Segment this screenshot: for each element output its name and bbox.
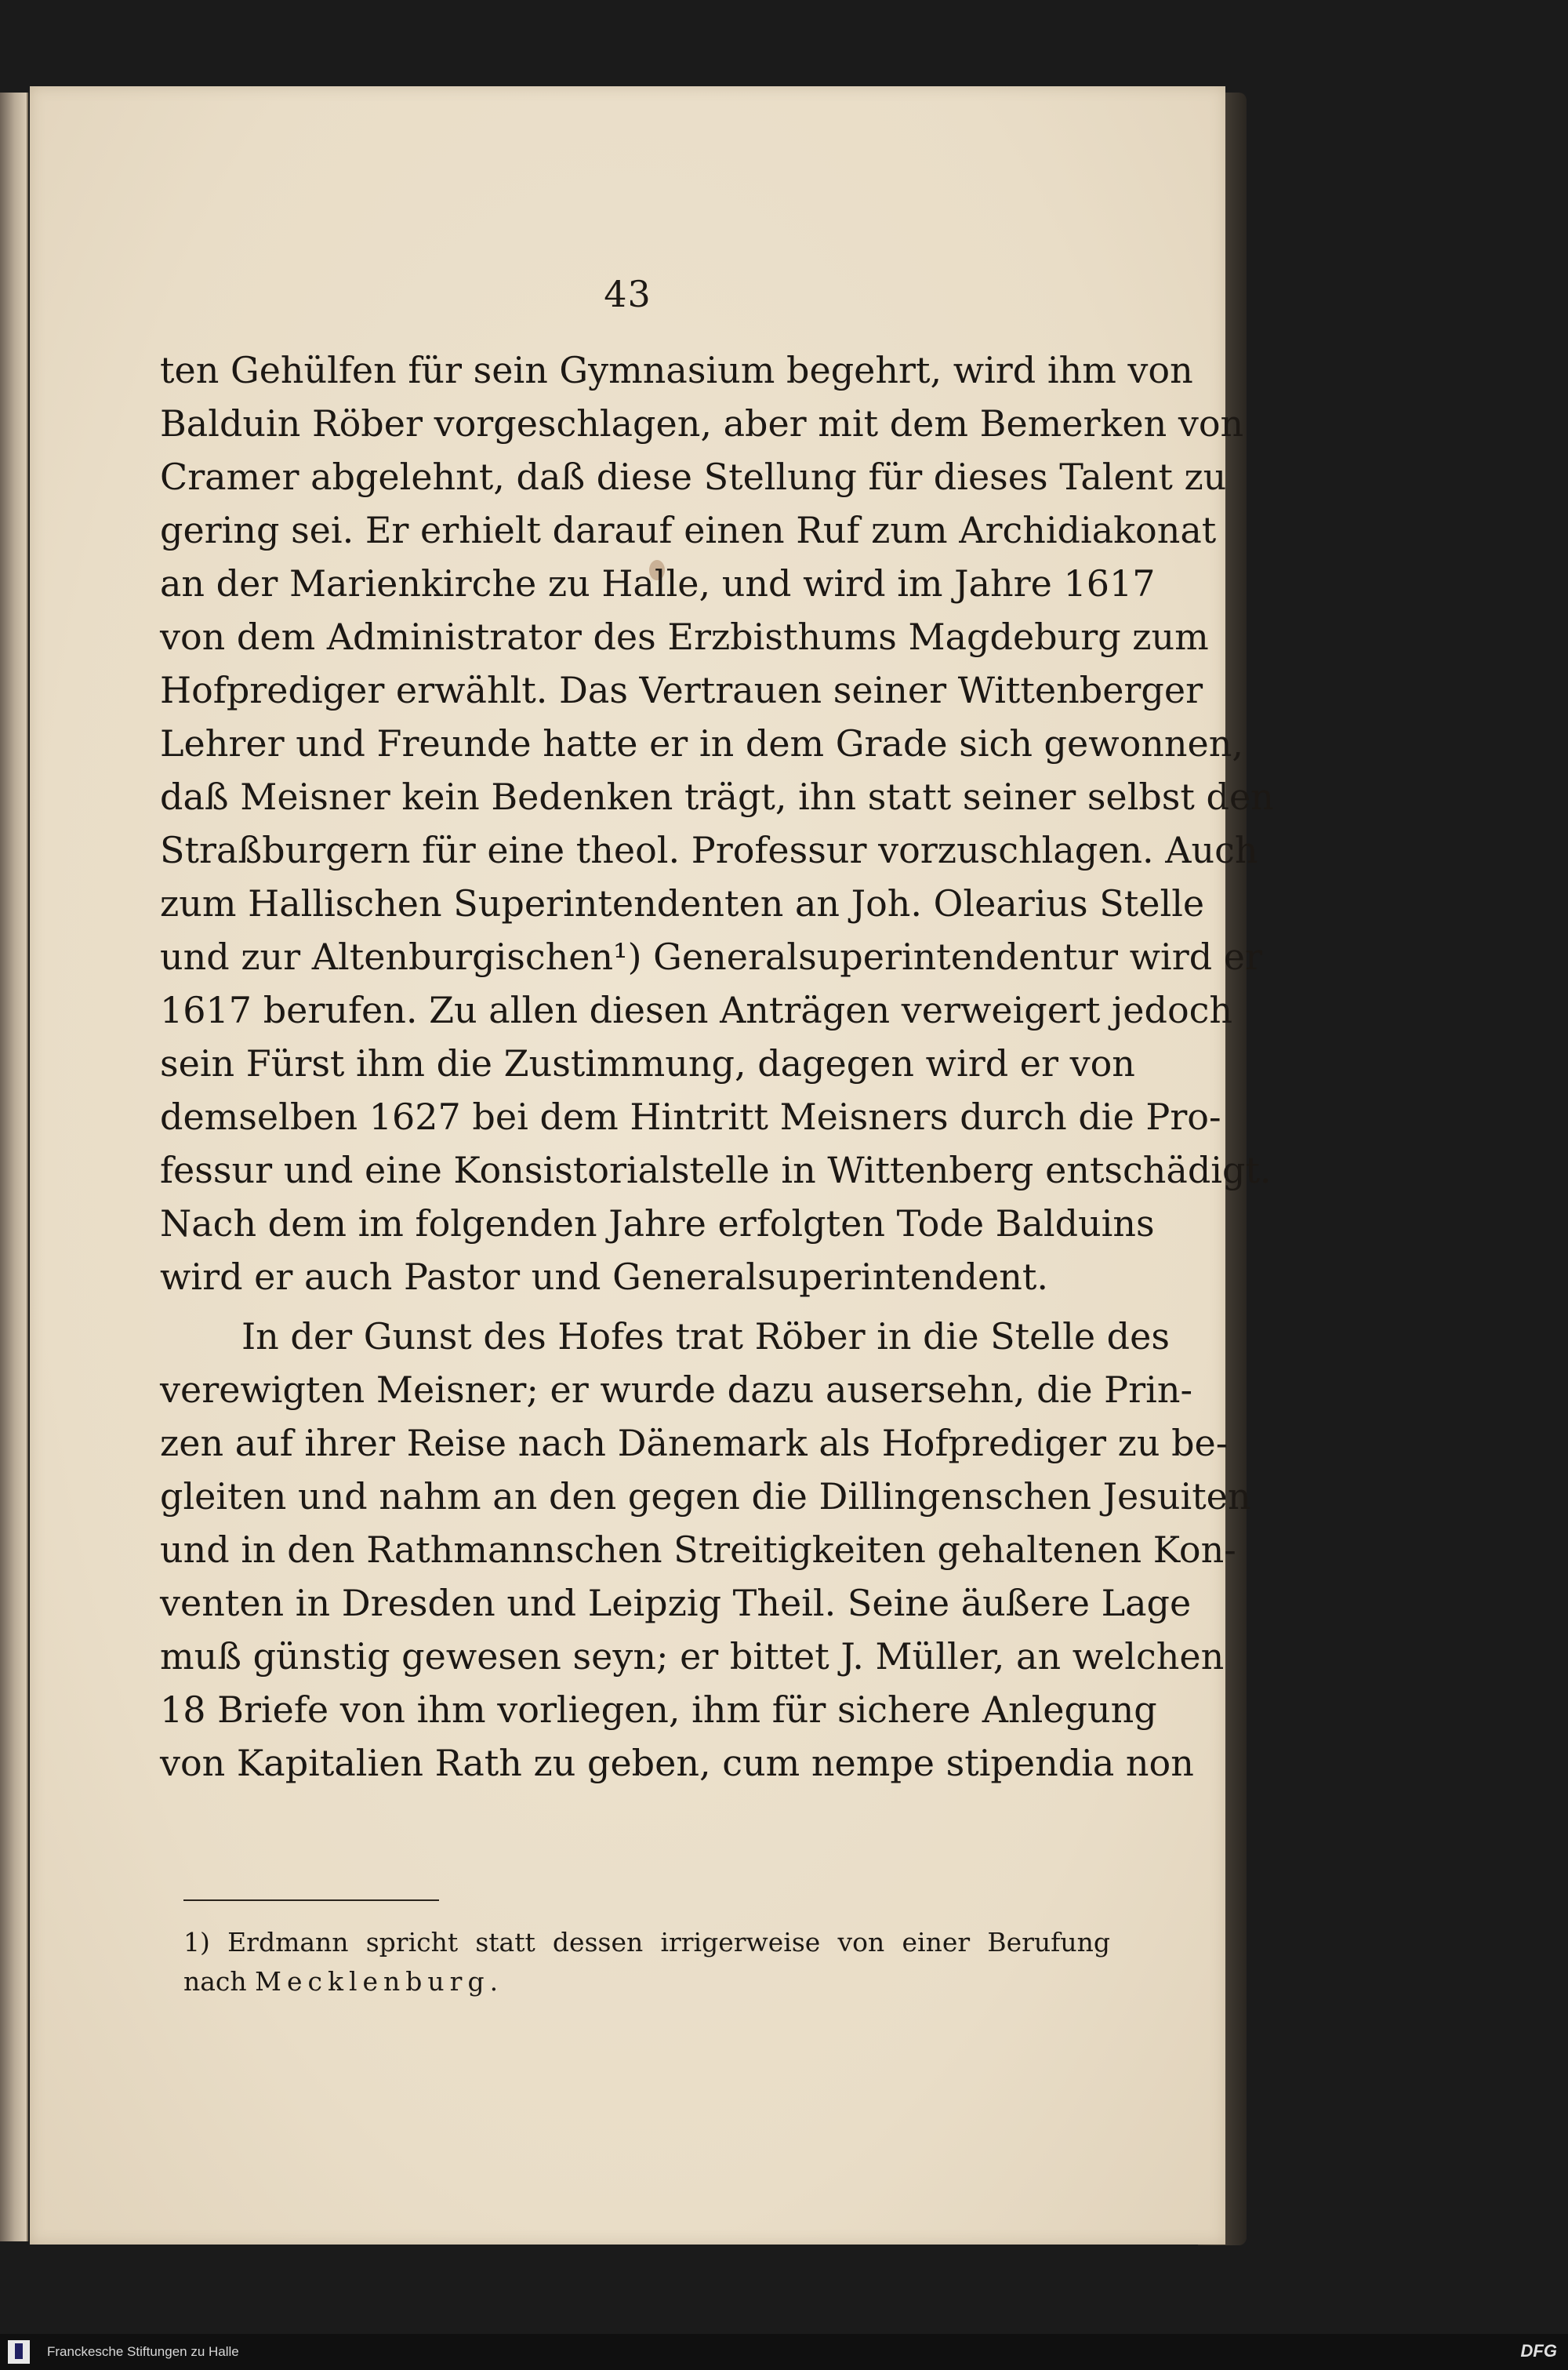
footnote-spaced-text: Mecklenburg. [255, 1966, 504, 1997]
text-line: gleiten und nahm an den gegen die Dillingenschen Jesuiten [160, 1475, 1251, 1518]
body-text [160, 344, 1274, 1790]
text-line: an der Marienkirche zu Halle, und wird im Jahre 1617 [160, 562, 1156, 605]
text-line: ten Gehülfen für sein Gymnasium begehrt, wird ihm von [160, 349, 1193, 391]
footnote-line: 1) Erdmann spricht statt dessen irrigerweise von einer Berufung [183, 1927, 1110, 1957]
text-line: von Kapitalien Rath zu geben, cum nempe stipendia non [160, 1742, 1194, 1784]
text-line: fessur und eine Konsistorialstelle in Wittenberg entschädigt. [160, 1149, 1272, 1191]
text-line: muß günstig gewesen seyn; er bittet J. Müller, an welchen [160, 1635, 1225, 1678]
text-line: sein Fürst ihm die Zustimmung, dagegen wird er von [160, 1042, 1135, 1085]
paragraph-gap [160, 1303, 1110, 1310]
text-line: wird er auch Pastor und Generalsuperintendent. [160, 1256, 1048, 1298]
book-page [30, 86, 1274, 2245]
institution-logo-icon [8, 2340, 30, 2364]
text-line: In der Gunst des Hofes trat Röber in die Stelle des [241, 1315, 1170, 1358]
footnote-line [183, 1962, 1110, 2001]
dfg-logo: DFG [1520, 2341, 1557, 2361]
text-line: Lehrer und Freunde hatte er in dem Grade sich gewonnen, [160, 722, 1244, 765]
text-line: von dem Administrator des Erzbisthums Magdeburg zum [160, 616, 1209, 658]
text-line: Balduin Röber vorgeschlagen, aber mit dem Bemerken von [160, 402, 1244, 445]
text-line: demselben 1627 bei dem Hintritt Meisners durch die Pro- [160, 1096, 1221, 1138]
text-line: Hofprediger erwählt. Das Vertrauen seiner Wittenberger [160, 669, 1203, 711]
viewer-footer [0, 2334, 1568, 2370]
left-page-edge [0, 93, 28, 2241]
text-line: verewigten Meisner; er wurde dazu ausersehn, die Prin- [160, 1369, 1192, 1411]
text-line: und in den Rathmannschen Streitigkeiten gehaltenen Kon- [160, 1529, 1236, 1571]
text-line: Nach dem im folgenden Jahre erfolgten Tode Balduins [160, 1202, 1155, 1245]
text-line: venten in Dresden und Leipzig Theil. Seine äußere Lage [160, 1582, 1192, 1624]
text-line: und zur Altenburgischen¹) Generalsuperintendentur wird er [160, 936, 1263, 978]
text-line: Straßburgern für eine theol. Professur vorzuschlagen. Auch [160, 829, 1258, 871]
footnote-text: nach [183, 1966, 256, 1997]
text-line: daß Meisner kein Bedenken trägt, ihn statt seiner selbst den [160, 776, 1274, 818]
text-line: Cramer abgelehnt, daß diese Stellung für dieses Talent zu [160, 456, 1227, 498]
text-line: 18 Briefe von ihm vorliegen, ihm für sichere Anlegung [160, 1688, 1157, 1731]
text-line: zen auf ihrer Reise nach Dänemark als Hofprediger zu be- [160, 1422, 1229, 1464]
text-line: gering sei. Er erhielt darauf einen Ruf zum Archidiakonat [160, 509, 1217, 551]
text-line: 1617 berufen. Zu allen diesen Anträgen verweigert jedoch [160, 989, 1233, 1031]
footnote-rule [183, 1899, 439, 1901]
institution-credit: Franckesche Stiftungen zu Halle [47, 2344, 239, 2359]
text-line: zum Hallischen Superintendenten an Joh. Olearius Stelle [160, 882, 1205, 925]
page-number: 43 [604, 273, 652, 315]
footnote [183, 1923, 1110, 2001]
